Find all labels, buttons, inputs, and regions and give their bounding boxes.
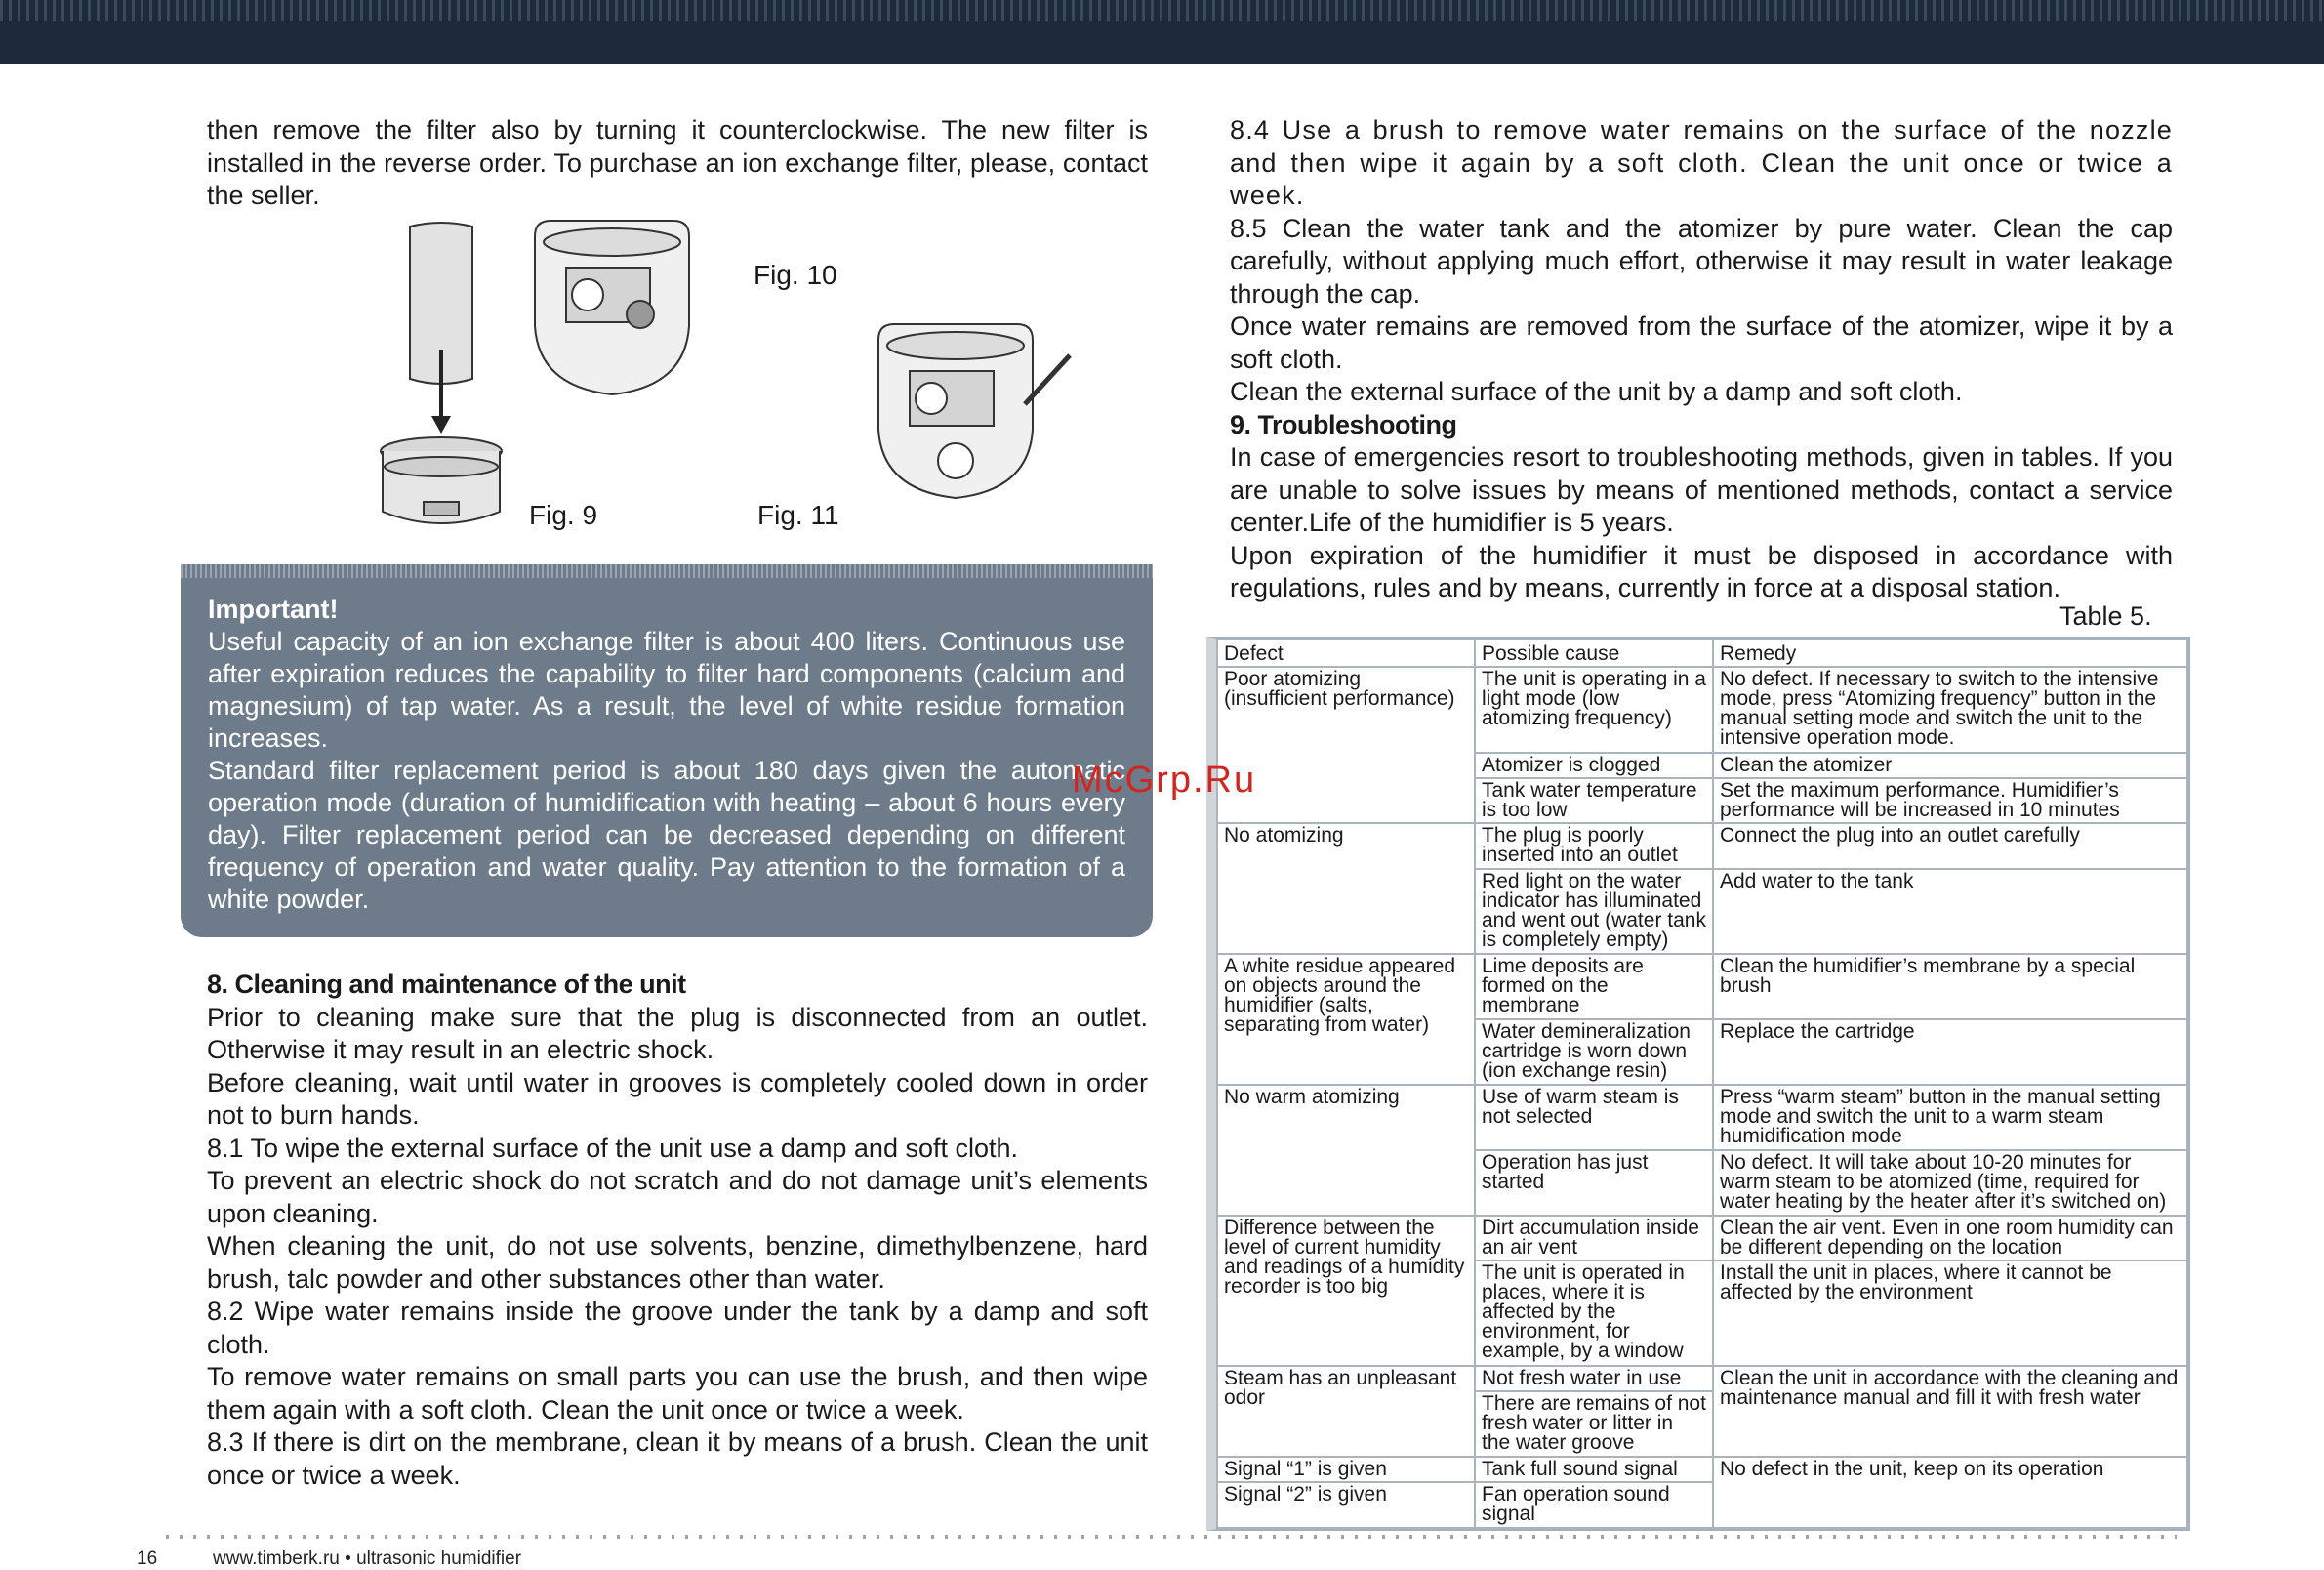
fig9-drawing [381,223,502,523]
fig11-drawing [878,324,1070,498]
fig9-label: Fig. 9 [529,500,598,530]
filter-illustrations [207,213,1148,545]
remedy-cell: No defect in the unit, keep on its operation [1713,1457,2187,1528]
page-top-band [0,0,2324,64]
section8-heading: 8. Cleaning and maintenance of the unit [207,970,686,999]
defect-cell: No atomizing [1217,823,1475,954]
cause-cell: There are remains of not fresh water or litter in the water groove [1475,1391,1713,1457]
cause-cell: Tank full sound signal [1475,1457,1713,1482]
important-notice-box [181,564,1153,937]
remedy-cell: No defect. It will take about 10-20 minutes for warm steam to be atomized (time, required for water heating by the heater after it’s switched on) [1713,1150,2187,1216]
defect-cell: Signal “2” is given [1217,1482,1475,1528]
remedy-cell: Install the unit in places, where it cannot be affected by the environment [1713,1260,2187,1365]
fig11-label: Fig. 11 [757,500,839,530]
notice-content [208,594,1125,916]
cause-cell: Atomizer is clogged [1475,753,1713,778]
table-header-row [1217,640,2187,667]
defect-cell: Steam has an unpleasant odor [1217,1366,1475,1457]
cause-cell: Water demineralization cartridge is worn down (ion exchange resin) [1475,1019,1713,1085]
section8-paragraph: To prevent an electric shock do not scratch and do not damage unit’s elements upon cleaning. [207,1166,1148,1228]
remedy-cell: No defect. If necessary to switch to the intensive mode, press “Atomizing frequency” button in the manual setting mode and switch the unit to the intensive operation mode. [1713,667,2187,752]
cause-cell: Use of warm steam is not selected [1475,1085,1713,1150]
remedy-cell: Clean the atomizer [1713,753,2187,778]
fig10-drawing [535,221,689,394]
cause-cell: The unit is operated in places, where it is affected by the environment, for example, by a window [1475,1260,1713,1365]
right-column-text [1230,114,2173,605]
section8-paragraph: 8.3 If there is dirt on the membrane, clean it by means of a brush. Clean the unit once or twice a week. [207,1427,1148,1490]
table-row [1217,1457,2187,1482]
header-defect: Defect [1217,640,1475,667]
remedy-cell: Clean the air vent. Even in one room humidity can be different depending on the location [1713,1216,2187,1261]
remedy-cell: Clean the unit in accordance with the cleaning and maintenance manual and fill it with fresh water [1713,1366,2187,1457]
header-cause: Possible cause [1475,640,1713,667]
cause-cell: Operation has just started [1475,1150,1713,1216]
remedy-cell: Press “warm steam” button in the manual setting mode and switch the unit to a warm steam humidification mode [1713,1085,2187,1150]
disposal-paragraph: Upon expiration of the humidifier it must be disposed in accordance with regulations, rules and by means, currently in force at a disposal station. [1230,540,2173,602]
section85-paragraph: 8.5 Clean the water tank and the atomizer by pure water. Clean the cap carefully, without applying much effort, otherwise it may result in water leakage through the cap. [1230,213,2173,309]
watermark-text: McGrp.Ru [1072,760,1257,801]
header-remedy: Remedy [1713,640,2187,667]
troubleshooting-table [1206,637,2190,1531]
table-row [1217,954,2187,1019]
footer-text: www.timberk.ru • ultrasonic humidifier [213,1549,522,1569]
notice-paragraph-capacity: Useful capacity of an ion exchange filter is about 400 liters. Continuous use after expiration reduces the capability to filter hard components (calcium and magnesium) of tap water. As a result, the level of white residue formation increases. [208,627,1125,753]
cause-cell: Fan operation sound signal [1475,1482,1713,1528]
remedy-cell: Set the maximum performance. Humidifier’s performance will be increased in 10 minutes [1713,778,2187,824]
cleaning-section [207,969,1148,1492]
defect-cell: Difference between the level of current humidity and readings of a humidity recorder is too big [1217,1216,1475,1366]
cause-cell: The plug is poorly inserted into an outlet [1475,823,1713,869]
notice-paragraph-replacement: Standard filter replacement period is about 180 days given the automatic operation mode (duration of humidification with heating – about 6 hours every day). Filter replacement period can be decreased depending on different frequency of operation and water quality. Pay attention to the formation of a white powder. [208,756,1125,914]
cause-cell: Not fresh water in use [1475,1366,1713,1391]
section8-paragraph: When cleaning the unit, do not use solvents, benzine, dimethylbenzene, hard brush, talc powder and other substances other than water. [207,1231,1148,1294]
section8-paragraph: 8.2 Wipe water remains inside the groove under the tank by a damp and soft cloth. [207,1297,1148,1359]
remedy-cell: Clean the humidifier’s membrane by a special brush [1713,954,2187,1019]
left-intro-text [207,114,1148,213]
cause-cell: Dirt accumulation inside an air vent [1475,1216,1713,1261]
section8-paragraph: 8.1 To wipe the external surface of the unit use a damp and soft cloth. [207,1133,1019,1163]
table-row [1217,1216,2187,1261]
table-row [1217,823,2187,869]
section8-paragraph: Before cleaning, wait until water in grooves is completely cooled down in order not to burn hands. [207,1067,1148,1130]
page-number: 16 [137,1549,158,1569]
defect-cell: No warm atomizing [1217,1085,1475,1216]
footer-dotted-divider [166,1535,2177,1539]
table-row [1217,1366,2187,1391]
section9-heading: 9. Troubleshooting [1230,409,1457,439]
troubleshooting-intro: In case of emergencies resort to troubleshooting methods, given in tables. If you are unable to solve issues by means of mentioned methods, contact a service center.Life of the humidifier is 5 years. [1230,442,2173,537]
defect-cell: Signal “1” is given [1217,1457,1475,1482]
defect-cell: A white residue appeared on objects around the humidifier (salts, separating from water) [1217,954,1475,1085]
notice-stripe [181,564,1153,578]
section8-paragraph: Prior to cleaning make sure that the plug is disconnected from an outlet. Otherwise it may result in an electric shock. [207,1002,1148,1064]
cause-cell: Lime deposits are formed on the membrane [1475,954,1713,1019]
table-row [1217,667,2187,752]
remedy-cell: Replace the cartridge [1713,1019,2187,1085]
table-label: Table 5. [2059,601,2152,631]
remedy-cell: Connect the plug into an outlet carefully [1713,823,2187,869]
fig10-label: Fig. 10 [754,260,837,290]
remedy-cell: Add water to the tank [1713,869,2187,954]
atomizer-wipe-paragraph: Once water remains are removed from the surface of the atomizer, wipe it by a soft cloth. [1230,311,2173,374]
table-row [1217,1085,2187,1150]
cause-cell: The unit is operating in a light mode (low atomizing frequency) [1475,667,1713,752]
filter-intro-paragraph: then remove the filter also by turning it counterclockwise. The new filter is installed in the reverse order. To purchase an ion exchange filter, please, contact the seller. [207,115,1148,210]
section8-paragraph: To remove water remains on small parts you can use the brush, and then wipe them again with a soft cloth. Clean the unit once or twice a week. [207,1362,1148,1425]
figure-area [207,213,1148,545]
cause-cell: Tank water temperature is too low [1475,778,1713,824]
cause-cell: Red light on the water indicator has illuminated and went out (water tank is completely empty) [1475,869,1713,954]
top-band-stripes [0,0,2324,21]
section84-paragraph: 8.4 Use a brush to remove water remains on the surface of the nozzle and then wipe it again by a soft cloth. Clean the unit once or twice a week. [1230,115,2173,210]
external-surface-paragraph: Clean the external surface of the unit by a damp and soft cloth. [1230,377,1963,406]
notice-title: Important! [208,595,339,624]
defect-cell: Poor atomizing (insufficient performance) [1217,667,1475,823]
